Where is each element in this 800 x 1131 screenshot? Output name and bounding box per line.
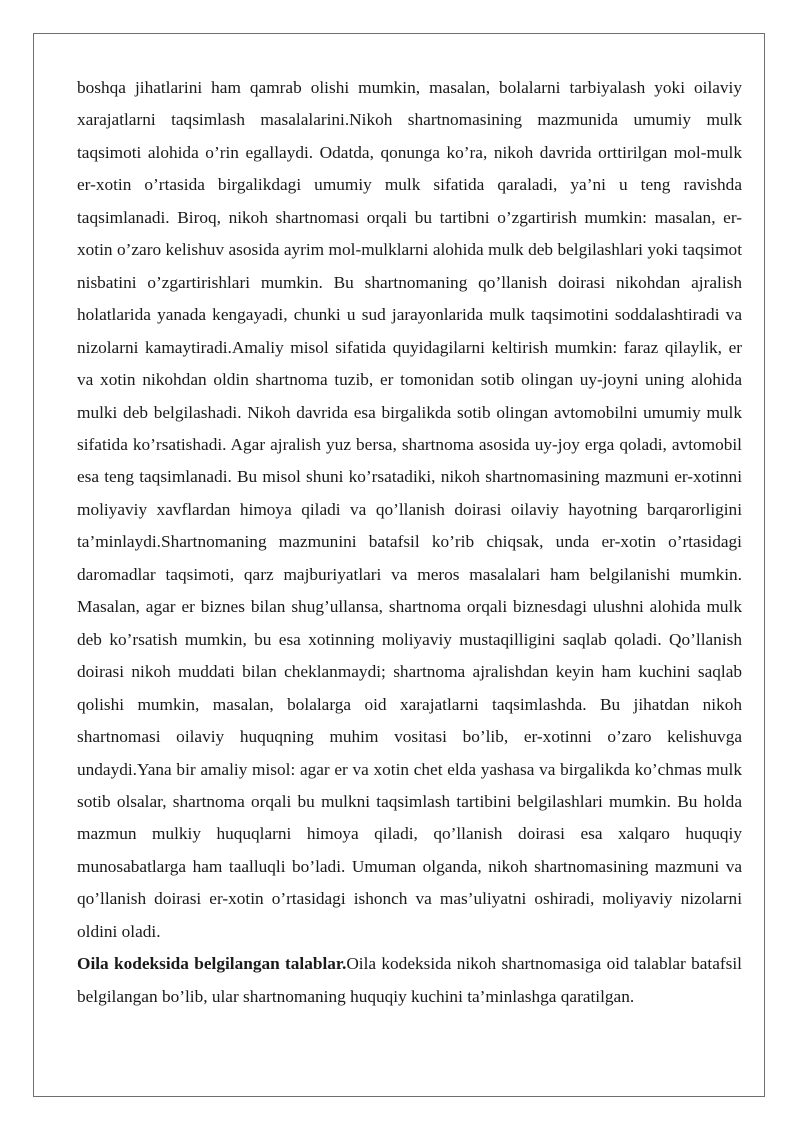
document-body (77, 72, 742, 1013)
body-paragraph-2 (77, 948, 742, 1013)
section-intro-text: Oila kodeksida nikoh shartnomasiga oid talablar batafsil belgilangan bo’lib, ular shartnomaning huquqiy kuchini ta’minlashga qaratilgan. (77, 954, 742, 1006)
section-heading: Oila kodeksida belgilangan talablar. (77, 954, 347, 974)
body-paragraph-1: boshqa jihatlarini ham qamrab olishi mumkin, masalan, bolalarni tarbiyalash yoki oilaviy xarajatlarni taqsimlash masalalarini.Nikoh shartnomasining mazmunida umumiy mulk taqsimoti alohida o’rin egallaydi. Odatda, qonunga ko’ra, nikoh davrida orttirilgan mol-mulk er-xotin o’rtasida birgalikdagi umumiy mulk sifatida qaraladi, ya’ni u teng ravishda taqsimlanadi. Biroq, nikoh shartnomasi orqali bu tartibni o’zgartirish mumkin: masalan, er-xotin o’zaro kelishuv asosida ayrim mol-mulklarni alohida mulk deb belgilashlari yoki taqsimot nisbatini o’zgartirishlari mumkin. Bu shartnomaning qo’llanish doirasi nikohdan ajralish holatlarida yanada kengayadi, chunki u sud jarayonlarida mulk taqsimotini soddalashtiradi va nizolarni kamaytiradi.Amaliy misol sifatida quyidagilarni keltirish mumkin: faraz qilaylik, er va xotin nikohdan oldin shartnoma tuzib, er tomonidan sotib olingan uy-joyni uning alohida mulki deb belgilashadi. Nikoh davrida esa birgalikda sotib olingan avtomobilni umumiy mulk sifatida ko’rsatishadi. Agar ajralish yuz bersa, shartnoma asosida uy-joy erga qoladi, avtomobil esa teng taqsimlanadi. Bu misol shuni ko’rsatadiki, nikoh shartnomasining mazmuni er-xotinni moliyaviy xavflardan himoya qiladi va qo’llanish doirasi oilaviy hayotning barqarorligini ta’minlaydi.Shartnomaning mazmunini batafsil ko’rib chiqsak, unda er-xotin o’rtasidagi daromadlar taqsimoti, qarz majburiyatlari va meros masalalari ham belgilanishi mumkin. Masalan, agar er biznes bilan shug’ullansa, shartnoma orqali biznesdagi ulushni alohida mulk deb ko’rsatish mumkin, bu esa xotinning moliyaviy mustaqilligini saqlab qoladi. Qo’llanish doirasi nikoh muddati bilan cheklanmaydi; shartnoma ajralishdan keyin ham kuchini saqlab qolishi mumkin, masalan, bolalarga oid xarajatlarni taqsimlashda. Bu jihatdan nikoh shartnomasi oilaviy huquqning muhim vositasi bo’lib, er-xotinni o’zaro kelishuvga undaydi.Yana bir amaliy misol: agar er va xotin chet elda yashasa va birgalikda ko’chmas mulk sotib olsalar, shartnoma orqali bu mulkni taqsimlash tartibini belgilashlari mumkin. Bu holda mazmun mulkiy huquqlarni himoya qiladi, qo’llanish doirasi esa xalqaro huquqiy munosabatlarga ham taalluqli bo’ladi. Umuman olganda, nikoh shartnomasining mazmuni va qo’llanish doirasi er-xotin o’rtasidagi ishonch va mas’uliyatni oshiradi, moliyaviy nizolarni oldini oladi. (77, 78, 742, 941)
